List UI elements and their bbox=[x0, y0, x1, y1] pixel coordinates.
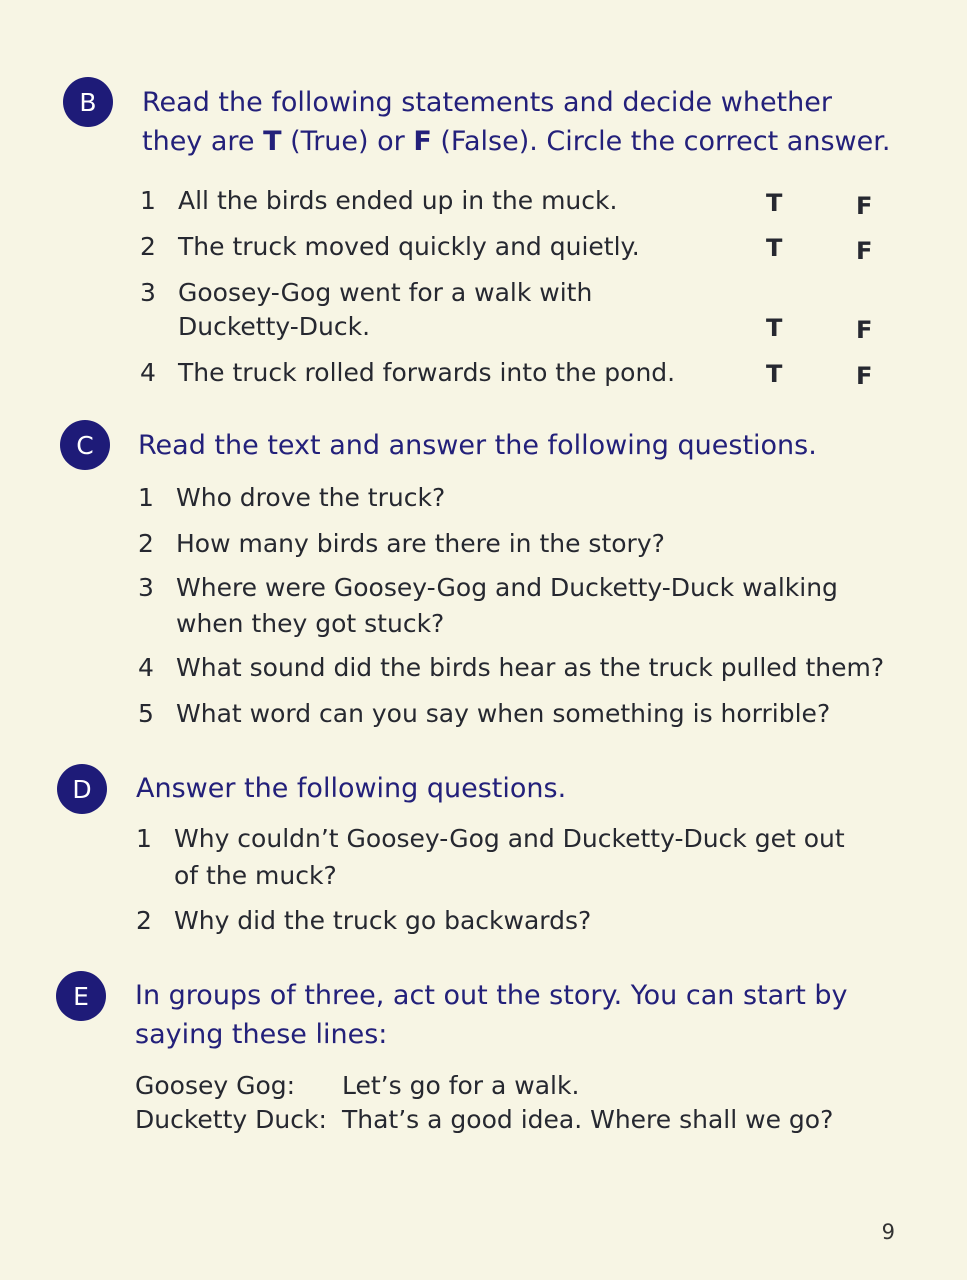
statement-number: 3 bbox=[140, 278, 156, 307]
statement-text-line2: Ducketty-Duck. bbox=[178, 312, 371, 341]
question-text-line1: Why couldn’t Goosey-Gog and Ducketty-Duck get out bbox=[174, 824, 845, 853]
dialog-text: That’s a good idea. Where shall we go? bbox=[342, 1105, 834, 1134]
question-number: 1 bbox=[136, 824, 152, 853]
statement-3 bbox=[140, 276, 900, 346]
statement-1-false[interactable]: F bbox=[856, 192, 873, 220]
section-c-badge: C bbox=[60, 420, 110, 470]
statement-2-false[interactable]: F bbox=[856, 237, 873, 265]
statement-text: The truck moved quickly and quietly. bbox=[178, 232, 640, 261]
statement-text: All the birds ended up in the muck. bbox=[178, 186, 618, 215]
section-e-instruction-line2: saying these lines: bbox=[135, 1019, 388, 1050]
statement-3-false[interactable]: F bbox=[856, 316, 873, 344]
question-text-line1: Where were Goosey-Gog and Ducketty-Duck walking bbox=[176, 573, 838, 602]
question-number: 2 bbox=[136, 906, 152, 935]
section-b-instruction bbox=[142, 83, 890, 161]
question-text-line2: when they got stuck? bbox=[176, 609, 445, 638]
statement-text-line1: Goosey-Gog went for a walk with bbox=[178, 278, 593, 307]
question-text: Who drove the truck? bbox=[176, 483, 446, 512]
question-number: 2 bbox=[138, 529, 154, 558]
question-number: 1 bbox=[138, 483, 154, 512]
section-d-instruction: Answer the following questions. bbox=[136, 773, 567, 804]
dialog-line-2 bbox=[135, 1103, 833, 1137]
section-b-instruction-line2: they are T (True) or F (False). Circle the correct answer. bbox=[142, 126, 891, 157]
statement-4-false[interactable]: F bbox=[856, 362, 873, 390]
statement-4-true[interactable]: T bbox=[766, 360, 783, 388]
statement-2-true[interactable]: T bbox=[766, 234, 783, 262]
question-number: 4 bbox=[138, 653, 154, 682]
question-number: 5 bbox=[138, 699, 154, 728]
question-text: Why did the truck go backwards? bbox=[174, 906, 592, 935]
section-b-badge: B bbox=[63, 77, 113, 127]
question-text: What word can you say when something is horrible? bbox=[176, 699, 831, 728]
dialog-text: Let’s go for a walk. bbox=[342, 1071, 580, 1100]
section-e-instruction bbox=[135, 976, 848, 1054]
dialog-speaker: Ducketty Duck: bbox=[135, 1105, 327, 1134]
question-text: How many birds are there in the story? bbox=[176, 529, 665, 558]
section-d-badge: D bbox=[57, 764, 107, 814]
question-text-line2: of the muck? bbox=[174, 861, 337, 890]
statement-3-true[interactable]: T bbox=[766, 314, 783, 342]
statement-number: 1 bbox=[140, 186, 156, 215]
question-number: 3 bbox=[138, 573, 154, 602]
question-text: What sound did the birds hear as the truck pulled them? bbox=[176, 653, 885, 682]
statement-number: 4 bbox=[140, 358, 156, 387]
section-e-instruction-line1: In groups of three, act out the story. You can start by bbox=[135, 980, 848, 1011]
section-e-badge: E bbox=[56, 971, 106, 1021]
statement-number: 2 bbox=[140, 232, 156, 261]
dialog-line-1 bbox=[135, 1069, 579, 1103]
page-number: 9 bbox=[881, 1220, 895, 1244]
statement-1-true[interactable]: T bbox=[766, 189, 783, 217]
dialog-speaker: Goosey Gog: bbox=[135, 1071, 296, 1100]
section-b-instruction-line1: Read the following statements and decide whether bbox=[142, 87, 832, 118]
statement-text: The truck rolled forwards into the pond. bbox=[178, 358, 676, 387]
section-c-instruction: Read the text and answer the following questions. bbox=[138, 430, 817, 461]
